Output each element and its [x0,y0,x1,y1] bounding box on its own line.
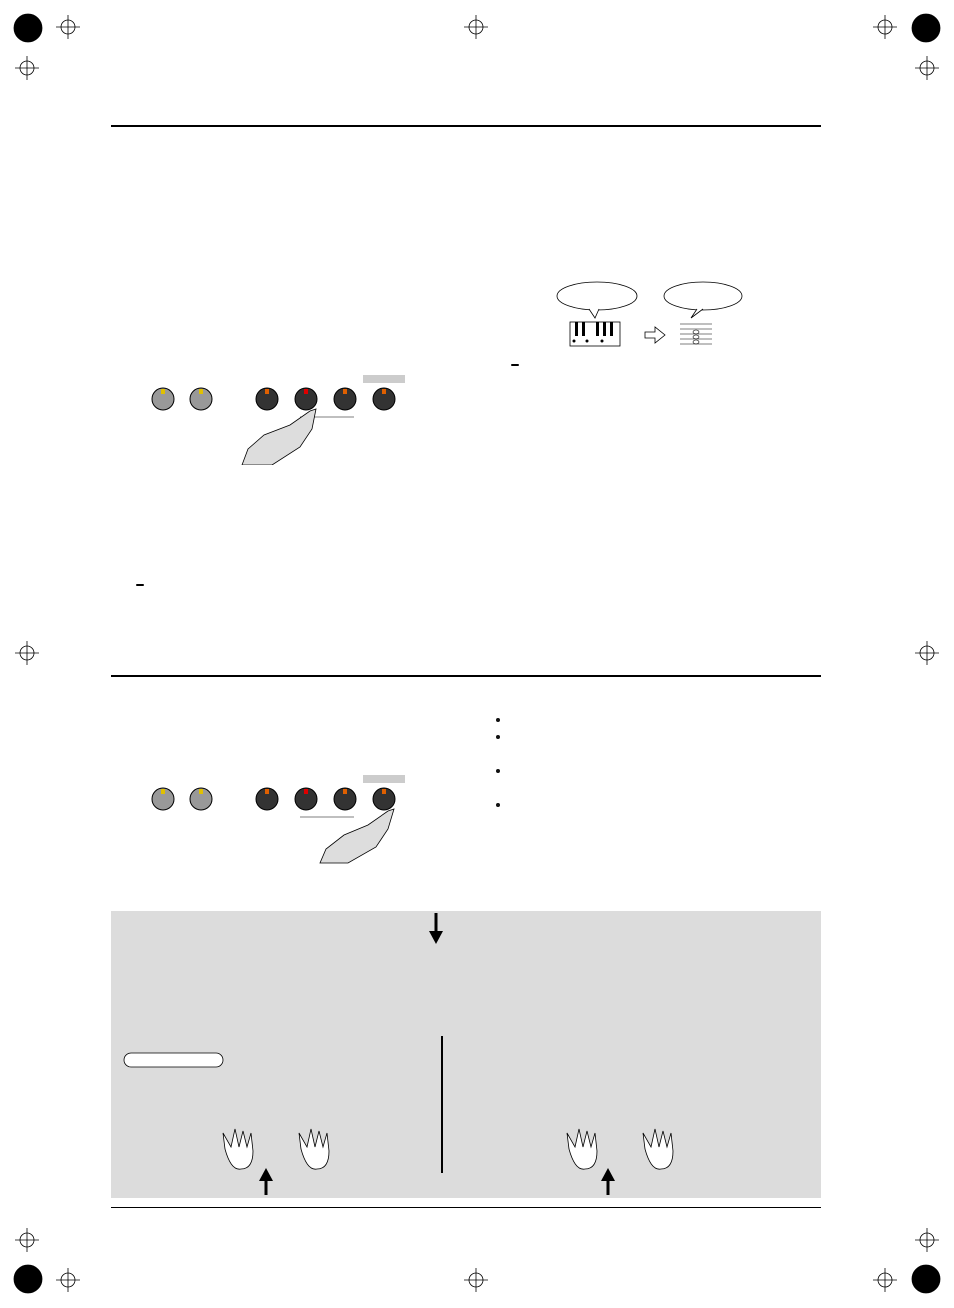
bullet-item [510,711,822,728]
transpose-example-illustration [555,280,755,355]
hand-icon [567,1129,597,1169]
section2-rule [111,675,821,677]
hand-icon [242,409,316,465]
s2-bullet-list [492,711,822,829]
arrow-right-icon [645,327,665,343]
mini-keyboard-icon [570,322,620,346]
arrow-up-icon [601,1168,615,1181]
note-badge-1 [136,584,144,586]
arrow-up-icon [259,1168,273,1181]
hand-icon [299,1129,329,1169]
keyboard-diagram [111,911,821,1198]
staff-icon [680,324,712,344]
note-badge-2 [511,364,519,366]
bullet-item [510,728,822,762]
section1-rule [111,125,821,127]
bullet-item [510,762,822,796]
footer-rule [111,1207,821,1208]
hand-icon [223,1129,253,1169]
bullet-item [510,796,822,830]
s2-panel-illustration [140,765,430,865]
hand-icon [643,1129,673,1169]
arrow-down-icon [429,931,443,944]
s1-panel-illustration [140,365,430,465]
